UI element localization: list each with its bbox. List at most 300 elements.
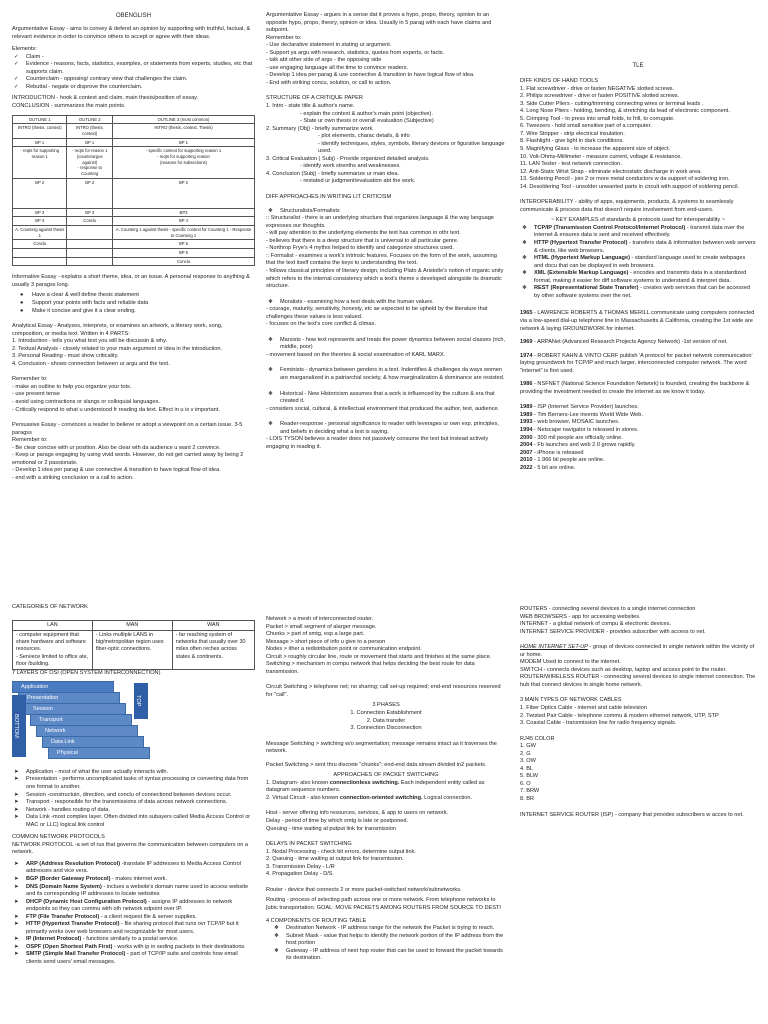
- routing-table-list: [266, 925, 506, 963]
- list-item: 1. Flat screwdriver - drive or fasten NEGATIVE slotted screws.: [520, 85, 675, 92]
- text-line: 2. Textual Analysis - closely related to your main argument or idea in the introduction.: [12, 345, 223, 352]
- timeline-item: [520, 419, 756, 427]
- event: - ROBERT KAHN & VINTO CERF publish 'A protocol for packet network communication' laying groundwork for TCP/IP and much larger, interconnected computer network. The word "internet" is first used.: [520, 352, 753, 374]
- list-item: [12, 769, 255, 777]
- arrow-icon: ➤: [14, 768, 19, 775]
- definition: - makes internet work.: [110, 875, 168, 882]
- rj45-item: 7. BRW: [520, 788, 540, 795]
- packet-switching: Packet Switching > sent thru discrete "chunks"; end-end data stream divided in2 packets.: [266, 761, 487, 768]
- list-item: [12, 814, 255, 829]
- list-item: ● Make it concise and give it a clear ending.: [20, 307, 136, 314]
- list-item: [12, 936, 255, 944]
- timeline-item: [520, 450, 756, 458]
- term: HTML (Hypertext Markup Language): [534, 255, 630, 262]
- term: DHCP (Dynamic Host Configuration Protocol): [26, 898, 147, 905]
- bullet-icon: ●: [20, 292, 24, 299]
- text-line: INTERNET - a global network of compu & electronic devices.: [520, 621, 671, 628]
- text-line: - Develop 1 idea per parag & use connective & transition to have logical flow of idea.: [12, 467, 221, 474]
- table-cell: INTRO (thesis, context): [13, 124, 67, 138]
- list-item: [12, 807, 255, 815]
- approach-head-text: Moralists - examining how a text deals with the human values.: [280, 298, 434, 305]
- page-title: OBENGLISH: [115, 13, 151, 19]
- list-item: [12, 951, 255, 966]
- list-item: 2. Philips screwdriver - drive or fasten POSITIVE slotted screws.: [520, 93, 680, 100]
- argumentative-block: [266, 12, 506, 87]
- table-row: [13, 147, 255, 178]
- table-cell: - far reaching system of networks that usually over 30 miles often reches across states & continents.: [172, 630, 254, 669]
- osi-layer-descriptions: [12, 769, 255, 829]
- text-line: WEB BROWSERS - app for accessing websites.: [520, 613, 641, 620]
- persuasive-essay: [12, 422, 255, 482]
- text-line: - identify work strenths and weaknesses.: [300, 163, 401, 170]
- approach-item: [266, 391, 506, 414]
- list-item: [12, 861, 255, 876]
- routing-definition: Routing - process of selecting path across one or more network. From telephone networks to [ubic transportation. GOAL: MOVE PACKETS AMONG ROUTERS FROM SOURCE TO DESTI: [266, 897, 501, 911]
- critique-structure: [266, 103, 506, 186]
- year: 1989: [520, 411, 533, 418]
- approach-body: - considers social, cultural, & intellectual environment that produced the author, text, audience.: [266, 405, 500, 412]
- network-terms: [266, 616, 506, 676]
- list-item: [520, 255, 756, 270]
- phases-title: 3 PHASES: [372, 702, 400, 709]
- table-row: [13, 248, 255, 257]
- event: - web browser, MOSAIC launches.: [532, 419, 620, 426]
- text-line: Chunks > part of smtg, esp a large part.: [266, 631, 365, 638]
- term: ARP (Address Resolution Protocol): [26, 860, 121, 867]
- event: - 1.966 bil people are online.: [532, 457, 605, 464]
- text-line: Switching > mechanism in compu network that helps deciding the best route for data transmission.: [266, 661, 477, 675]
- phase-item: 2. Data transfer: [366, 717, 406, 724]
- approach-term: connectionless switching.: [329, 779, 400, 786]
- remember-block: [12, 376, 255, 414]
- table-cell: BP 5: [113, 240, 255, 249]
- list-item: [12, 799, 255, 807]
- table-cell: [13, 248, 67, 257]
- network-categories-title: CATEGORIES OF NETWORK: [12, 604, 88, 610]
- history-item: [520, 339, 756, 347]
- osi-bottom-arrow: [12, 695, 26, 757]
- table-row: [13, 178, 255, 208]
- approach-head-text: Reader-response - personal significance to reader with leverages ur own exp, principles, and beliefs in deciding what a text is saying.: [280, 421, 501, 435]
- approach-text: Logical connection.: [422, 794, 473, 801]
- definition: - transmit data over the internet & ensures data is sent and received effectively.: [534, 224, 745, 239]
- text-line: - avoid using contractions or slangs or colloquial languages.: [12, 398, 161, 405]
- diamond-icon: ❖: [522, 240, 528, 247]
- list-item: [12, 776, 255, 791]
- table-cell: [13, 257, 67, 266]
- text-line: Message > short piece of info u give to a person: [266, 638, 386, 645]
- arrow-icon: ➤: [14, 913, 19, 920]
- diamond-icon: ❖: [522, 270, 528, 277]
- year: 2000: [520, 434, 533, 441]
- year: 1974: [520, 352, 533, 359]
- event: - NSFNET (National Science Foundation Network) is founded, creating the backbone & providing the investment needed to create the internet as we know it today.: [520, 381, 750, 395]
- approach-head: [266, 421, 506, 436]
- text-line: INTERNET SERVICE PROVIDER - provides subscriber with access to net.: [520, 628, 706, 635]
- timeline-item: [520, 435, 756, 443]
- text-line: Nodes > ither a redistribution point or communication endpoint.: [266, 646, 422, 653]
- list-item: ✓ Counterclaim - opposing/ contrary view that challenges the claim.: [14, 76, 188, 83]
- diamond-icon: ❖: [268, 336, 274, 343]
- list-item: 4. Long Nose Pliers - holding, bending, & stretching da lead of electronic component.: [520, 108, 730, 115]
- message-switching: Message Switching > switching w/o segmentation; message remains intact as it traverses the network.: [266, 740, 497, 755]
- list-item: 10. Volt-Ohms-Millimeter - measure current, voltage & resistance.: [520, 153, 682, 160]
- approach-item: [266, 208, 506, 291]
- routing-item: Gateway - IP address of next hop router that can be used to forward the packet towards its destination.: [286, 947, 503, 962]
- table-cell: [67, 240, 113, 249]
- arrow-icon: ➤: [14, 860, 19, 867]
- approach-body: - LOIS TYSON believes a reader does not passively consume the text but instead actively engaging in reading it.: [266, 436, 490, 450]
- definition: - standard language used to create webpages and docu that can be displayed in web browsers.: [534, 255, 746, 269]
- table-cell: INTRO (thesis, context): [67, 124, 113, 138]
- list-item: [12, 792, 255, 800]
- approach-datagram: [266, 780, 506, 795]
- table-row: [13, 208, 255, 217]
- arrow-icon: ➤: [14, 875, 19, 882]
- list-item: [12, 944, 255, 952]
- text-line: 1. Intro - state title & author's name.: [266, 103, 355, 110]
- table-header-row: [13, 620, 255, 630]
- list-item: [520, 225, 756, 240]
- packet-approaches-title: APPROACHES OF PACKET SWITCHING: [333, 772, 439, 779]
- check-icon: ✓: [14, 53, 19, 60]
- list-item: [12, 921, 255, 936]
- home-setup-term: HOME INTERNET SET-UP: [520, 644, 588, 651]
- rj45-item: 5. BLW: [520, 773, 538, 780]
- analytical-essay: [12, 323, 255, 368]
- text-line: - make an outline to help you organize your tots.: [12, 383, 132, 390]
- timeline-item: [520, 442, 756, 450]
- layer-desc: Presentation - performs uncomplicated tasks of syntax processing or converting data from one format to another.: [26, 776, 249, 790]
- text-line: MODEM Used to connect to the internet.: [520, 659, 621, 666]
- rj45-item: 4. BL: [520, 765, 534, 772]
- list-item: ✓ Claim -: [14, 53, 44, 60]
- text-line: Analytical Essay - Analyzes, interprets, or examines an artwork, a literary work, song, composition, or media text. Written in 4 PARTS:: [12, 323, 225, 337]
- table-cell: [67, 248, 113, 257]
- rj45-item: 3. OW: [520, 758, 536, 765]
- text-line: Persuasive Essay - convinces a reader to believe or adopt a viewpoint on a certain issue. 3-5 paragss: [12, 422, 244, 436]
- history-item: [520, 381, 756, 396]
- delay-item: 1. Nodal Processing - check bit errors, determine output link.: [266, 848, 416, 855]
- definition: - file sharing protocol that runs ovr TCP/IP but it primarily works over web browsers and recognizable for most users.: [26, 921, 239, 935]
- osi-title: 7 LAYERS OF OSI (OPEN SYSTEM INTERCONNECTION): [12, 670, 161, 677]
- text-line: - plot elements, charac details, & info: [318, 133, 410, 140]
- definition: - a client request file & server supplies.: [99, 913, 197, 920]
- routing-table-title: 4 COMPONENTS OF ROUTING TABLE: [266, 917, 367, 924]
- list-item: ● Support your points with facts and reliable data: [20, 299, 149, 306]
- table-header: OUTLINE 1: [13, 115, 67, 124]
- definition: - transfers data & information between web servers & clients, like web browsers.: [534, 240, 756, 254]
- column-tle: [520, 62, 756, 472]
- text-line: Network > a mesh of interconnected router.: [266, 616, 374, 622]
- text-line: - identify techniques, styles, symbols, literary devices or figurative language used.: [318, 140, 507, 155]
- definition: - creates web services that can be accessed by other software systems over the net.: [534, 285, 751, 299]
- isp-definition: INTERNET SERVICE ROUTER (ISP) - company that provides subscribers w acces to net.: [520, 811, 744, 818]
- approaches-title: DIFF APPROACHES IN WRITING LIT CRITICISM: [266, 194, 392, 201]
- arrow-icon: ➤: [14, 883, 19, 890]
- year: 2022: [520, 464, 533, 471]
- approach-head-text: Structuralists/Formalists: [280, 207, 340, 214]
- approach-body: - courage, maturity, sensitivity, honesty, etc ae expected to be upheld by the literature that challenges these values is less valued. - focuses on the text's core conflict & climax.: [266, 306, 488, 328]
- network-categories-table: [12, 620, 255, 671]
- definition: - functions similarly to a postal service.: [81, 936, 179, 943]
- diamond-icon: ❖: [268, 298, 274, 305]
- approach-text: 2. Virtual Circuit - also known: [266, 794, 340, 801]
- list-item: [12, 884, 255, 899]
- protocols-list: [12, 861, 255, 967]
- event: - ISP (Internet Service Provider) launches.: [532, 404, 639, 411]
- text-line: - Develop 1 idea per parag & use connective & transition to have logical flow of idea.: [266, 72, 475, 79]
- conclusion-line: CONCLUSION - summarizes the main points.: [12, 103, 126, 110]
- table-row: [13, 225, 255, 239]
- list-item: 14. Desoldering Tool - unsolder unwanted parts in circuit with support of soldering pencil.: [520, 183, 740, 190]
- text-line: 3. Personal Reading - must show criticality.: [12, 353, 119, 360]
- osi-layer: Network: [36, 725, 138, 737]
- table-cell: - reqts for reason 1 (counterargue against) - response to Counterg: [67, 147, 113, 178]
- text-line: Delay - period of time by which smtg is late or postponed.: [266, 818, 409, 825]
- protocols-intro: NETWORK PROTOCOL -a set of rus that governs the communication between computers on a network.: [12, 841, 250, 856]
- text-line: Packet > small segment of alarger message.: [266, 623, 377, 630]
- table-cell: Conclu: [67, 217, 113, 226]
- text-line: - End with striking concu, solution, or call to action.: [266, 79, 392, 86]
- layer-desc: Session -constructuin, direction, and conclu of connectiond between devices occur.: [26, 791, 232, 798]
- list-item: ✓ Evidence - reasons, facts, statistics, examples, or statements from experts, studies, etc that supports claim.: [14, 61, 253, 75]
- text-line: ROUTER/WIRELESS ROUTER - connecting several devices to single internet connection. The hub that connect devices in single home network.: [520, 674, 757, 688]
- text-line: 2. Summary (Obj) - briefly summarize work.: [266, 125, 374, 132]
- term: TCP/IP (Transmission Control Protocol/Internet Protocol): [534, 224, 686, 231]
- approach-virtual-circuit: [266, 795, 506, 803]
- host-delay-terms: [266, 810, 506, 833]
- text-line: 4. Conclusion - shows connection between ur argu and the text.: [12, 360, 170, 367]
- timeline-item: [520, 412, 756, 420]
- timeline-item: [520, 457, 756, 465]
- routing-item: Destination Network - IP address range for the network the Packet is trying to reach.: [286, 925, 495, 932]
- term: DNS (Domain Name System): [26, 883, 102, 890]
- table-row: [13, 124, 255, 138]
- delays-title: DELAYS IN PACKET SWITCHING: [266, 841, 352, 848]
- year: 1989: [520, 404, 533, 411]
- year: 2010: [520, 457, 533, 464]
- approach-text: 1. Datagram- also known: [266, 779, 330, 786]
- list-item: [12, 899, 255, 914]
- diamond-icon: ❖: [268, 367, 274, 374]
- cable-item: 3. Coaxial Cable - transmission line for radio frequency signals.: [520, 720, 677, 727]
- list-item: 3. Side Cutter Pliers - cutting/trimming connecting wires or terminal leads .: [520, 100, 704, 107]
- table-cell: BP 1: [13, 138, 67, 147]
- text-line: SWITCH - connects devices such as desktop, laptop and access point to the router.: [520, 666, 727, 673]
- event: - ARPANet (Advanced Research Projects Agency Network) -1st version of net.: [532, 339, 728, 346]
- list-item: 12. Anti-Static Wrist Strap - eliminate electrostatic discharge in work area.: [520, 168, 702, 175]
- list-item: [272, 933, 506, 948]
- definition: - inclues a website's domain name used to access website and its corresponding IP addresses to locate websites: [26, 883, 249, 898]
- arrow-icon: ➤: [14, 951, 19, 958]
- diamond-icon: ❖: [274, 947, 280, 954]
- column-networks: [12, 604, 255, 971]
- delay-item: 4. Propagation Delay - D/S: [266, 871, 333, 878]
- text-line: - Keep ur parags engaging by using vivid words. However, do not get carried away by being 2 emotional or 2 passionate.: [12, 452, 245, 466]
- cables-title: 3 MAIN TYPES OF NETWORK CABLES: [520, 697, 622, 704]
- check-icon: ✓: [14, 83, 19, 90]
- approach-body: :: Structuralist - there is an underlying structure that organizes language & the way language expresses our thoughts. - will pay attention to the underlying elements the text has common in othr text. - believes that there is a deep structure that is universal to all particular genre. - Northrop Frye's 4 mythoi helped to identify and categorize structures used. :: Formalist - examines a work's intrinsic features. Focuses on the form of the work, assuming that the text itself contains the keys to understanding the text. - follows classical principles of literary design, including Plato & Aristotle's notion of organic unity which refers to the internal consistency which a text's theme s developed alongside its dramatic structure.: [266, 215, 504, 290]
- list-item: [12, 876, 255, 884]
- osi-layer: Data Link: [42, 736, 144, 748]
- osi-layer: Session: [24, 703, 126, 715]
- text-line: - Be clear concise with ur position. Also be clear wth da audience u want 2 convince.: [12, 444, 221, 451]
- hand-tools-title: DIFF KINDS OF HAND TOOLS: [520, 78, 599, 85]
- delay-item: 2. Queuing - time waiting at output link for transmission.: [266, 856, 404, 863]
- year: 1993: [520, 419, 533, 426]
- protocols-title: COMMON NETWORK PROTOCOLS: [12, 834, 105, 841]
- layer-desc: Data Link -most complex layer. Often divided into subayers called Media Access Control or MAC or LLC) logical link control: [26, 814, 251, 828]
- elements-label: Elements:: [12, 46, 37, 53]
- text-line: - end with a striking conclusion or a call to action.: [12, 474, 134, 481]
- argumentative-intro: Argumentative Essay - aims to convey & defend an opinion by supporting with truthful, factual, & relevant evidence in order to convince others to accept or agree with their ideas.: [12, 26, 251, 40]
- column-essays-2: [266, 12, 506, 451]
- rj45-item: 6. O: [520, 780, 531, 787]
- text-line: 1. Introduction - tells you what text you will be discussin & why.: [12, 338, 168, 345]
- list-item: 6. Tweezers - hold small sensitive part of a computer.: [520, 123, 652, 130]
- text-line: - restated ur judgment/evaluation abt the work.: [300, 178, 416, 185]
- timeline-item: [520, 465, 756, 473]
- list-item: [12, 914, 255, 922]
- term: BGP (Border Gateway Protocol): [26, 875, 111, 882]
- routing-item: Subnet Mask - value that helps to identify the network portion of the IP address from the host portion: [286, 932, 504, 947]
- approach-head-text: Marxists - how text represents and treats the power dynamics between social classes (rich, middle, poor): [280, 336, 507, 351]
- table-cell: - Links multiple LANS in big/metropolitan region uses fiber-optic connections.: [92, 630, 172, 669]
- network-devices: [520, 606, 756, 636]
- osi-bottom-label: BOTTOM: [13, 713, 19, 738]
- timeline-item: [520, 404, 756, 412]
- table-cell: BP3: [113, 208, 255, 217]
- osi-layer: Transport: [30, 714, 132, 726]
- text-line: ROUTERS - connecting several devices to a single internet connection: [520, 606, 696, 612]
- term: OSPF (Open Shortest Path First): [26, 943, 113, 950]
- approach-item: [266, 337, 506, 360]
- interoperability: INTEROPERABILITY - ability of apps, equipments, products, & systems to seamlessly communicate & process data that doesn't require involvement from end-users.: [520, 199, 734, 213]
- bullet-icon: ●: [20, 307, 24, 314]
- table-cell: [67, 257, 113, 266]
- table-header: MAN: [92, 620, 172, 630]
- informative-essay: Informative Essay - explains a short theme, idea, or an issue. A personal response to anything & usually 3 paragss long.: [12, 274, 250, 288]
- osi-layer: Presentation: [18, 692, 120, 704]
- table-row: [13, 217, 255, 226]
- event: - 300 mil people are officially online.: [532, 434, 623, 441]
- circuit-switching: Circuit Switching > telephone net; no sharing; call set-up required; end-end resources reserved for "call".: [266, 684, 501, 698]
- text-line: Remember to:: [266, 34, 302, 41]
- diamond-icon: ❖: [522, 224, 528, 231]
- hand-tools-list: [520, 86, 756, 192]
- list-item: 13. Soldering Pencil - join 2 or more metal conductors w da support of soldering iron.: [520, 176, 730, 183]
- table-header: OUTLINE 2: [67, 115, 113, 124]
- informative-points: [12, 292, 255, 315]
- arrow-icon: ➤: [14, 936, 19, 943]
- text-line: - Support ya argu with research, statistics, quotes from experts, or facts.: [266, 49, 445, 56]
- osi-top-arrow: [134, 683, 148, 719]
- list-item: [520, 285, 756, 300]
- table-row: [13, 240, 255, 249]
- delay-item: 3. Transmission Delay - L/R: [266, 863, 335, 870]
- text-line: Remember to:: [12, 376, 48, 383]
- approach-head: [266, 337, 506, 352]
- bullet-icon: ●: [20, 299, 24, 306]
- year: 1986: [520, 381, 533, 388]
- year: 1994: [520, 426, 533, 433]
- arrow-icon: ➤: [14, 791, 19, 798]
- table-header-row: [13, 115, 255, 124]
- approach-item: [266, 421, 506, 451]
- diamond-icon: ❖: [522, 255, 528, 262]
- year: 2007: [520, 449, 533, 456]
- table-cell: INTRO (thesis, context, Thesis): [113, 124, 255, 138]
- cable-item: 1. Fiber Optics Cable - internet and cable television: [520, 705, 647, 712]
- table-cell: A. Counterg 1 against thesis - specific context for Counterg 1 - Response to Counterg 1: [113, 225, 255, 239]
- diamond-icon: ❖: [268, 421, 274, 428]
- table-cell: BP 1: [113, 138, 255, 147]
- definition: -translate IP addresses to Media Access Control addresses and vice vera.: [26, 860, 241, 875]
- approach-head: [266, 299, 506, 307]
- column-essays-1: [12, 12, 255, 482]
- approach-body: - movement based on the theories & social examination of KARL MARX.: [266, 351, 446, 358]
- phase-item: 1. Connection Establishment: [350, 710, 422, 717]
- approach-item: [266, 299, 506, 329]
- osi-layer: Application: [12, 681, 114, 693]
- phase-item: 3. Connection Disconnection: [350, 725, 422, 732]
- text-line: - use present tense: [12, 391, 60, 398]
- list-item: [272, 948, 506, 963]
- check-icon: ✓: [14, 76, 19, 83]
- list-item: [520, 270, 756, 285]
- table-cell: - computer equipment that share hardware and software resources. - Serviece limited to office ate, floor /building.: [13, 630, 93, 669]
- list-item: ● Have a clear & well define thesis statement: [20, 292, 139, 299]
- definition: - works with ip in seding packets to their destinations.: [112, 943, 246, 950]
- text-line: Queuing - time waiting at putput link for transmission: [266, 825, 396, 832]
- arrow-icon: ➤: [14, 943, 19, 950]
- text-line: - Use declarative statement in stating ur argument.: [266, 42, 392, 49]
- osi-diagram: [12, 681, 152, 763]
- text-line: - explain the context & author's main point (objective).: [300, 110, 433, 117]
- diamond-icon: ❖: [268, 207, 274, 214]
- arrow-icon: ➤: [14, 898, 19, 905]
- table-cell: BP 4: [13, 217, 67, 226]
- layer-desc: Application - most of what the user actually interacts with.: [26, 768, 169, 775]
- timeline-item: [520, 427, 756, 435]
- text-line: Host - server offering info resources, services, & app to users on network.: [266, 810, 449, 817]
- list-item: ✓ Rebuttal - negate or disprove the counterclaim.: [14, 83, 143, 90]
- table-cell: BP 3: [67, 208, 113, 217]
- list-item: 11. LAN Tester - test network connection.: [520, 161, 622, 168]
- event: - 5 bil are online.: [532, 464, 576, 471]
- term: HTTP (Hypertext Transfer Protocol): [26, 921, 120, 928]
- table-row: [13, 257, 255, 266]
- elements-list: [12, 54, 255, 92]
- text-line: - talk abt other side of argu - the opposing side: [266, 57, 382, 64]
- table-cell: Conclu: [113, 257, 255, 266]
- text-line: - Critically respond to what u understood fr reading da text. Effect in u is v important.: [12, 406, 220, 413]
- table-cell: [67, 225, 113, 239]
- table-cell: BP 4: [113, 217, 255, 226]
- text-line: - State ur own thesis or overall evaluation (Subjective): [300, 118, 434, 125]
- osi-layer: Physical: [48, 747, 150, 759]
- event: - iPhone is released: [532, 449, 584, 456]
- history-item: [520, 353, 756, 376]
- approach-item: [266, 367, 506, 382]
- rj45-item: 1. GW: [520, 743, 536, 750]
- table-cell: BP 2: [13, 178, 67, 208]
- term: SMTP (Simple Mail Transfer Protocol): [26, 951, 126, 958]
- rj45-item: 2. G: [520, 750, 531, 757]
- list-item: [272, 925, 506, 933]
- table-header: OUTLINE 3 (most common): [113, 115, 255, 124]
